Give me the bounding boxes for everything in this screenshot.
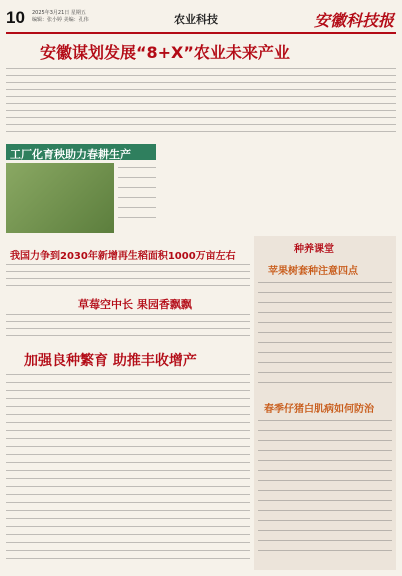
headline-rice: 我国力争到2030年新增再生稻面积1000万亩左右 bbox=[10, 251, 236, 262]
section-title: 农业科技 bbox=[174, 13, 218, 26]
page-header bbox=[6, 6, 396, 34]
headline-seeds: 加强良种繁育 助推丰收增产 bbox=[24, 353, 197, 369]
sidebar-item-title: 苹果树套种注意四点 bbox=[268, 266, 358, 277]
date-editor-info bbox=[32, 10, 89, 24]
body-text-block bbox=[6, 312, 250, 342]
body-text-block bbox=[6, 262, 250, 290]
page-number: 10 bbox=[6, 8, 25, 27]
headline-strawberry: 草莓空中长 果园香飘飘 bbox=[78, 298, 192, 311]
date-line: 2025年3月21日 星期五 bbox=[32, 10, 86, 16]
editor-line: 编辑：张小婷 美编：孔伟 bbox=[32, 17, 89, 23]
body-text-block bbox=[6, 66, 396, 138]
newspaper-logo: 安徽科技报 bbox=[313, 11, 394, 30]
article-banner bbox=[6, 144, 156, 160]
photo-caption bbox=[118, 163, 156, 233]
body-text-block bbox=[6, 372, 250, 570]
sidebar-panel bbox=[254, 236, 396, 570]
photo-seedlings bbox=[6, 163, 114, 233]
headline-8x: 安徽谋划发展“8+X”农业未来产业 bbox=[40, 43, 290, 62]
banner-title: 工厂化育秧助力春耕生产 bbox=[10, 148, 131, 161]
sidebar-label: 种养课堂 bbox=[294, 244, 334, 255]
sidebar-item-title: 春季仔猪白肌病如何防治 bbox=[264, 404, 374, 415]
